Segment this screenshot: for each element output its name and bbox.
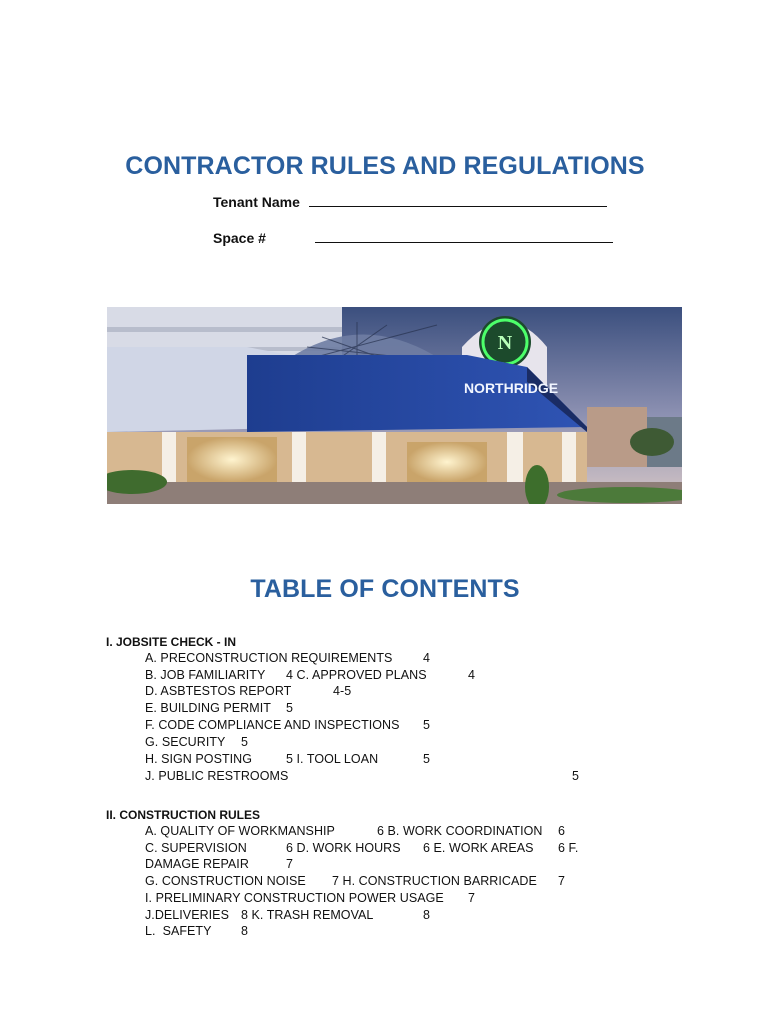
toc-entry[interactable]: 6 D. WORK HOURS bbox=[286, 841, 401, 855]
toc-page: 8 bbox=[241, 924, 249, 938]
toc-entry[interactable]: G. CONSTRUCTION NOISE bbox=[145, 874, 306, 888]
toc-entry[interactable]: 6 E. WORK AREAS bbox=[423, 841, 534, 855]
toc-entry[interactable]: 6 F. bbox=[558, 841, 579, 855]
toc-entry[interactable]: 8 K. TRASH REMOVAL bbox=[241, 908, 374, 922]
toc-page: 6 bbox=[558, 824, 566, 838]
toc-entry[interactable]: 7 H. CONSTRUCTION BARRICADE bbox=[332, 874, 537, 888]
toc-entry[interactable]: B. JOB FAMILIARITY bbox=[145, 668, 266, 682]
toc-entry[interactable]: 6 B. WORK COORDINATION bbox=[377, 824, 543, 838]
toc-entry[interactable]: A. QUALITY OF WORKMANSHIP bbox=[145, 824, 335, 838]
toc-page: 4-5 bbox=[333, 684, 352, 698]
toc-entry[interactable]: I. PRELIMINARY CONSTRUCTION POWER USAGE bbox=[145, 891, 444, 905]
toc-entry[interactable]: D. ASBTESTOS REPORT bbox=[145, 684, 292, 698]
toc-entry[interactable]: A. PRECONSTRUCTION REQUIREMENTS bbox=[145, 651, 393, 665]
mall-sign-text: NORTHRIDGE bbox=[463, 380, 559, 396]
toc-page: 5 bbox=[241, 735, 249, 749]
mall-logo-letter: N bbox=[497, 332, 513, 354]
tenant-name-line[interactable] bbox=[309, 206, 607, 207]
toc-page: 5 bbox=[572, 769, 580, 783]
toc-page: 5 bbox=[423, 718, 431, 732]
toc-entry[interactable]: F. CODE COMPLIANCE AND INSPECTIONS bbox=[145, 718, 400, 732]
toc-entry[interactable]: 5 I. TOOL LOAN bbox=[286, 752, 379, 766]
toc-entry[interactable]: L. SAFETY bbox=[145, 924, 212, 938]
toc-entry[interactable]: H. SIGN POSTING bbox=[145, 752, 253, 766]
toc-entry[interactable]: J. PUBLIC RESTROOMS bbox=[145, 769, 289, 783]
toc-entry[interactable]: J.DELIVERIES bbox=[145, 908, 229, 922]
space-label: Space # bbox=[213, 230, 266, 246]
toc-page: 7 bbox=[558, 874, 566, 888]
toc-page: 8 bbox=[423, 908, 431, 922]
mall-photo bbox=[107, 307, 682, 504]
toc-page: 7 bbox=[286, 857, 294, 871]
toc-section-heading: I. JOBSITE CHECK - IN bbox=[106, 635, 237, 649]
document-title: CONTRACTOR RULES AND REGULATIONS bbox=[125, 152, 645, 180]
space-line[interactable] bbox=[315, 242, 613, 243]
toc-page: 5 bbox=[423, 752, 431, 766]
toc-entry[interactable]: DAMAGE REPAIR bbox=[145, 857, 249, 871]
toc-entry[interactable]: C. SUPERVISION bbox=[145, 841, 247, 855]
mall-photo-illustration bbox=[107, 307, 682, 504]
tenant-name-label: Tenant Name bbox=[213, 194, 300, 210]
toc-title: TABLE OF CONTENTS bbox=[250, 575, 520, 603]
toc-page: 5 bbox=[286, 701, 294, 715]
toc-entry[interactable]: 4 C. APPROVED PLANS bbox=[286, 668, 427, 682]
toc-page: 4 bbox=[468, 668, 476, 682]
toc-entry[interactable]: G. SECURITY bbox=[145, 735, 226, 749]
toc-entry[interactable]: E. BUILDING PERMIT bbox=[145, 701, 271, 715]
toc-page: 7 bbox=[468, 891, 476, 905]
toc-page: 4 bbox=[423, 651, 431, 665]
toc-section-heading: II. CONSTRUCTION RULES bbox=[106, 808, 261, 822]
